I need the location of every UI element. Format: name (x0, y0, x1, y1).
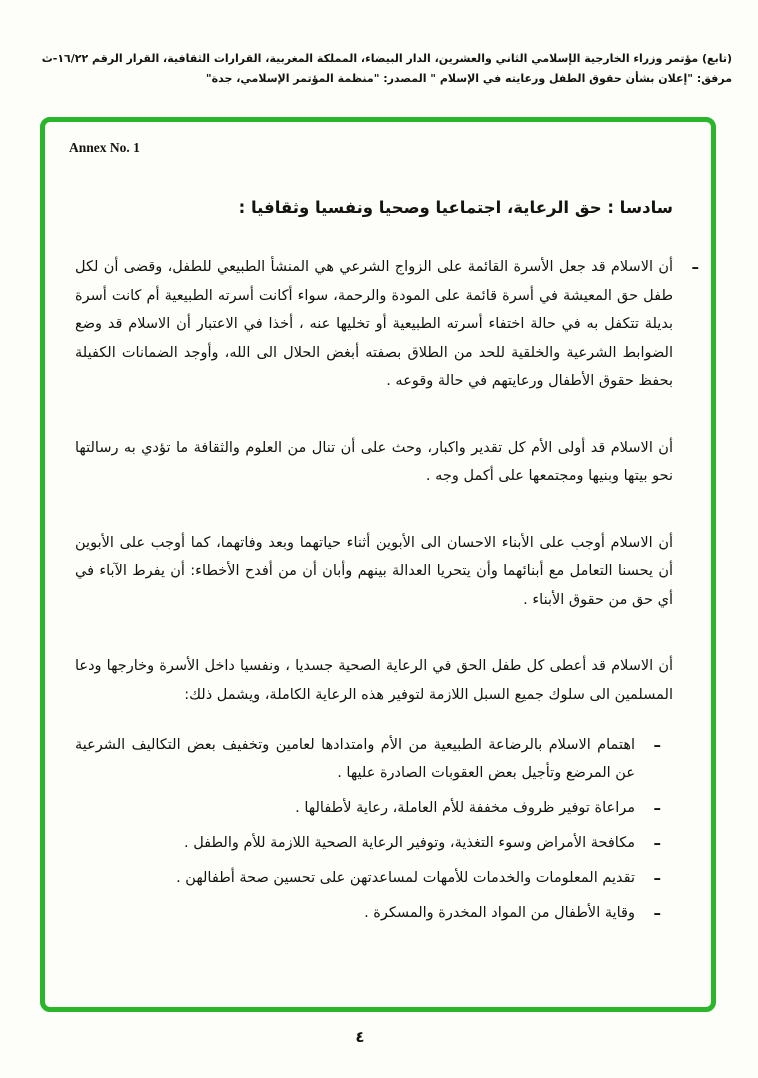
dash-marker (673, 434, 699, 491)
sub-item-list (75, 731, 699, 927)
dash-marker: – (653, 834, 661, 852)
dash-marker: – (653, 869, 661, 887)
paragraph-row (75, 434, 699, 491)
sub-item-text: تقديم المعلومات والخدمات للأمهات لمساعدتهن على تحسين صحة أطفالهن . (176, 870, 635, 886)
header-line-1: (تابع) مؤتمر وزراء الخارجية الإسلامي الثاني والعشرين، الدار البيضاء، المملكة المغربية، القرارات الثقافية، القرار الرقم ١٦/٢٢-ث (41, 52, 732, 65)
paragraph-text: أن الاسلام قد جعل الأسرة القائمة على الزواج الشرعي هي المنشأ الطبيعي للطفل، وقضى أن لكل طفل حق المعيشة في أسرة قائمة على المودة والرحمة، سواء أكانت أسرته الطبيعية أم كانت أسرة بديلة تتكفل به في حالة اختفاء أسرته الطبيعية أو تخليها عنه ، أخذا في الاعتبار أن الاسلام قد وضع الضوابط الشرعية والخلقية للحد من الطلاق بصفته أبغض الحلال الى الله، وأوجد الضمانات الكفيلة بحفظ حقوق الأطفال ورعايتهم في حالة وقوعه . (75, 259, 673, 389)
header-line-2: مرفق: "إعلان بشأن حقوق الطفل ورعايته في الإسلام " المصدر: "منظمة المؤتمر الإسلامي، جدة" (205, 72, 732, 85)
annex-label: Annex No. 1 (69, 140, 140, 155)
sub-item-text: مكافحة الأمراض وسوء التغذية، وتوفير الرعاية الصحية اللازمة للأم والطفل . (183, 835, 635, 851)
paragraph-text: أن الاسلام قد أعطى كل طفل الحق في الرعاية الصحية جسديا ، ونفسيا داخل الأسرة وخارجها ودعا المسلمين الى سلوك جميع السبل اللازمة لتوفير هذه الرعاية الكاملة، ويشمل ذلك: (75, 658, 673, 703)
paragraph-text: أن الاسلام قد أولى الأم كل تقدير واكبار، وحث على أن تنال من العلوم والثقافة ما تؤدي به رسالتها نحو بيتها وبنيها ومجتمعها على أكمل وجه . (75, 439, 673, 484)
sub-item-row (75, 794, 661, 822)
paragraph-list (75, 253, 699, 709)
paragraph-text: أن الاسلام أوجب على الأبناء الاحسان الى الأبوين أثناء حياتهما وبعد وفاتهما، كما أوجب على الأبوين أن يحسنا التعامل مع أبنائهما وأن يتحريا العدالة بينهم وأبان أن من أفدح الأخطاء: أن يفرط الآباء في أي حق من حقوق الأبناء . (75, 534, 673, 608)
annex-content (75, 198, 699, 934)
dash-marker (673, 529, 699, 615)
paragraph-row (75, 652, 699, 709)
paragraph-row (75, 529, 699, 615)
document-header (14, 52, 732, 85)
annex-highlight-box (40, 117, 716, 1012)
sub-item-text: اهتمام الاسلام بالرضاعة الطبيعية من الأم وامتدادها لعامين وتخفيف بعض التكاليف الشرعية عن المرضع وتأجيل بعض العقوبات الصادرة عليها . (75, 737, 635, 781)
page-number: ٤ (355, 1028, 365, 1046)
sub-item-text: مراعاة توفير ظروف مخففة للأم العاملة، رعاية لأطفالها . (295, 800, 635, 816)
dash-marker: – (653, 799, 661, 817)
dash-marker: – (653, 904, 661, 922)
sub-item-row (75, 829, 661, 857)
dash-marker: – (691, 258, 699, 276)
sub-item-row (75, 731, 661, 787)
sub-item-text: وقاية الأطفال من المواد المخدرة والمسكرة . (364, 905, 635, 921)
sub-item-row (75, 899, 661, 927)
dash-marker: – (653, 736, 661, 754)
sub-item-row (75, 864, 661, 892)
section-title: سادسا : حق الرعاية، اجتماعيا وصحيا ونفسيا وثقافيا : (238, 198, 673, 217)
dash-marker (673, 652, 699, 709)
paragraph-row (75, 253, 699, 396)
